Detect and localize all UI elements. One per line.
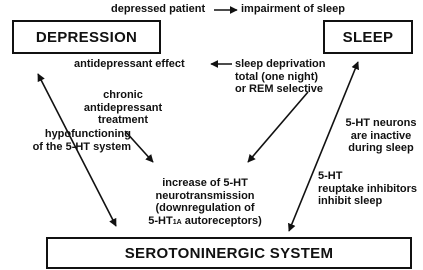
label-sleep-deprivation-line-1: sleep deprivation xyxy=(235,58,326,70)
label-neurons-line-3: during sleep xyxy=(348,142,414,154)
label-increase-autoreceptors: autoreceptors) xyxy=(181,214,262,227)
label-reuptake-inhibitors xyxy=(318,170,417,208)
label-increase-line-1: increase of 5-HT xyxy=(162,177,248,189)
node-depression: DEPRESSION xyxy=(12,20,161,54)
label-increase-1a-subscript: 1A xyxy=(172,218,182,226)
node-serotoninergic-system: SEROTONINERGIC SYSTEM xyxy=(46,237,412,269)
label-increase-5ht-prefix: 5-HT xyxy=(148,214,173,227)
label-increase-line-2: neurotransmission xyxy=(155,189,255,202)
label-reuptake-line-3: inhibit sleep xyxy=(318,195,383,207)
label-sleep-deprivation-line-2: total (one night) xyxy=(235,70,319,83)
label-increase-line-4 xyxy=(134,215,276,230)
label-hypofunctioning xyxy=(3,128,131,153)
label-chronic-treatment-line-1: chronic xyxy=(103,89,143,101)
arrow-deprivation-to-increase xyxy=(248,92,308,162)
label-depressed-patient: depressed patient xyxy=(111,3,206,15)
label-chronic-treatment xyxy=(78,89,168,127)
label-neurons-line-2: are inactive xyxy=(350,129,412,142)
label-neurons-inactive xyxy=(339,117,423,155)
label-increase-line-3: (downregulation of xyxy=(155,202,255,214)
label-hypofunctioning-line-1: hypofunctioning xyxy=(44,128,131,140)
label-antidepressant-effect: antidepressant effect xyxy=(74,58,185,70)
label-impairment-of-sleep: impairment of sleep xyxy=(241,3,345,15)
label-reuptake-line-1: 5-HT xyxy=(318,170,343,182)
label-reuptake-line-2: reuptake inhibitors xyxy=(318,182,418,195)
label-sleep-deprivation xyxy=(235,58,325,96)
node-sleep: SLEEP xyxy=(323,20,413,54)
label-chronic-treatment-line-2: antidepressant xyxy=(83,101,163,114)
label-increase-5ht xyxy=(134,177,276,229)
label-neurons-line-1: 5-HT neurons xyxy=(345,117,417,129)
label-chronic-treatment-line-3: treatment xyxy=(97,114,149,126)
label-sleep-deprivation-line-3: or REM selective xyxy=(235,83,324,95)
label-hypofunctioning-line-2: of the 5-HT system xyxy=(32,140,131,153)
